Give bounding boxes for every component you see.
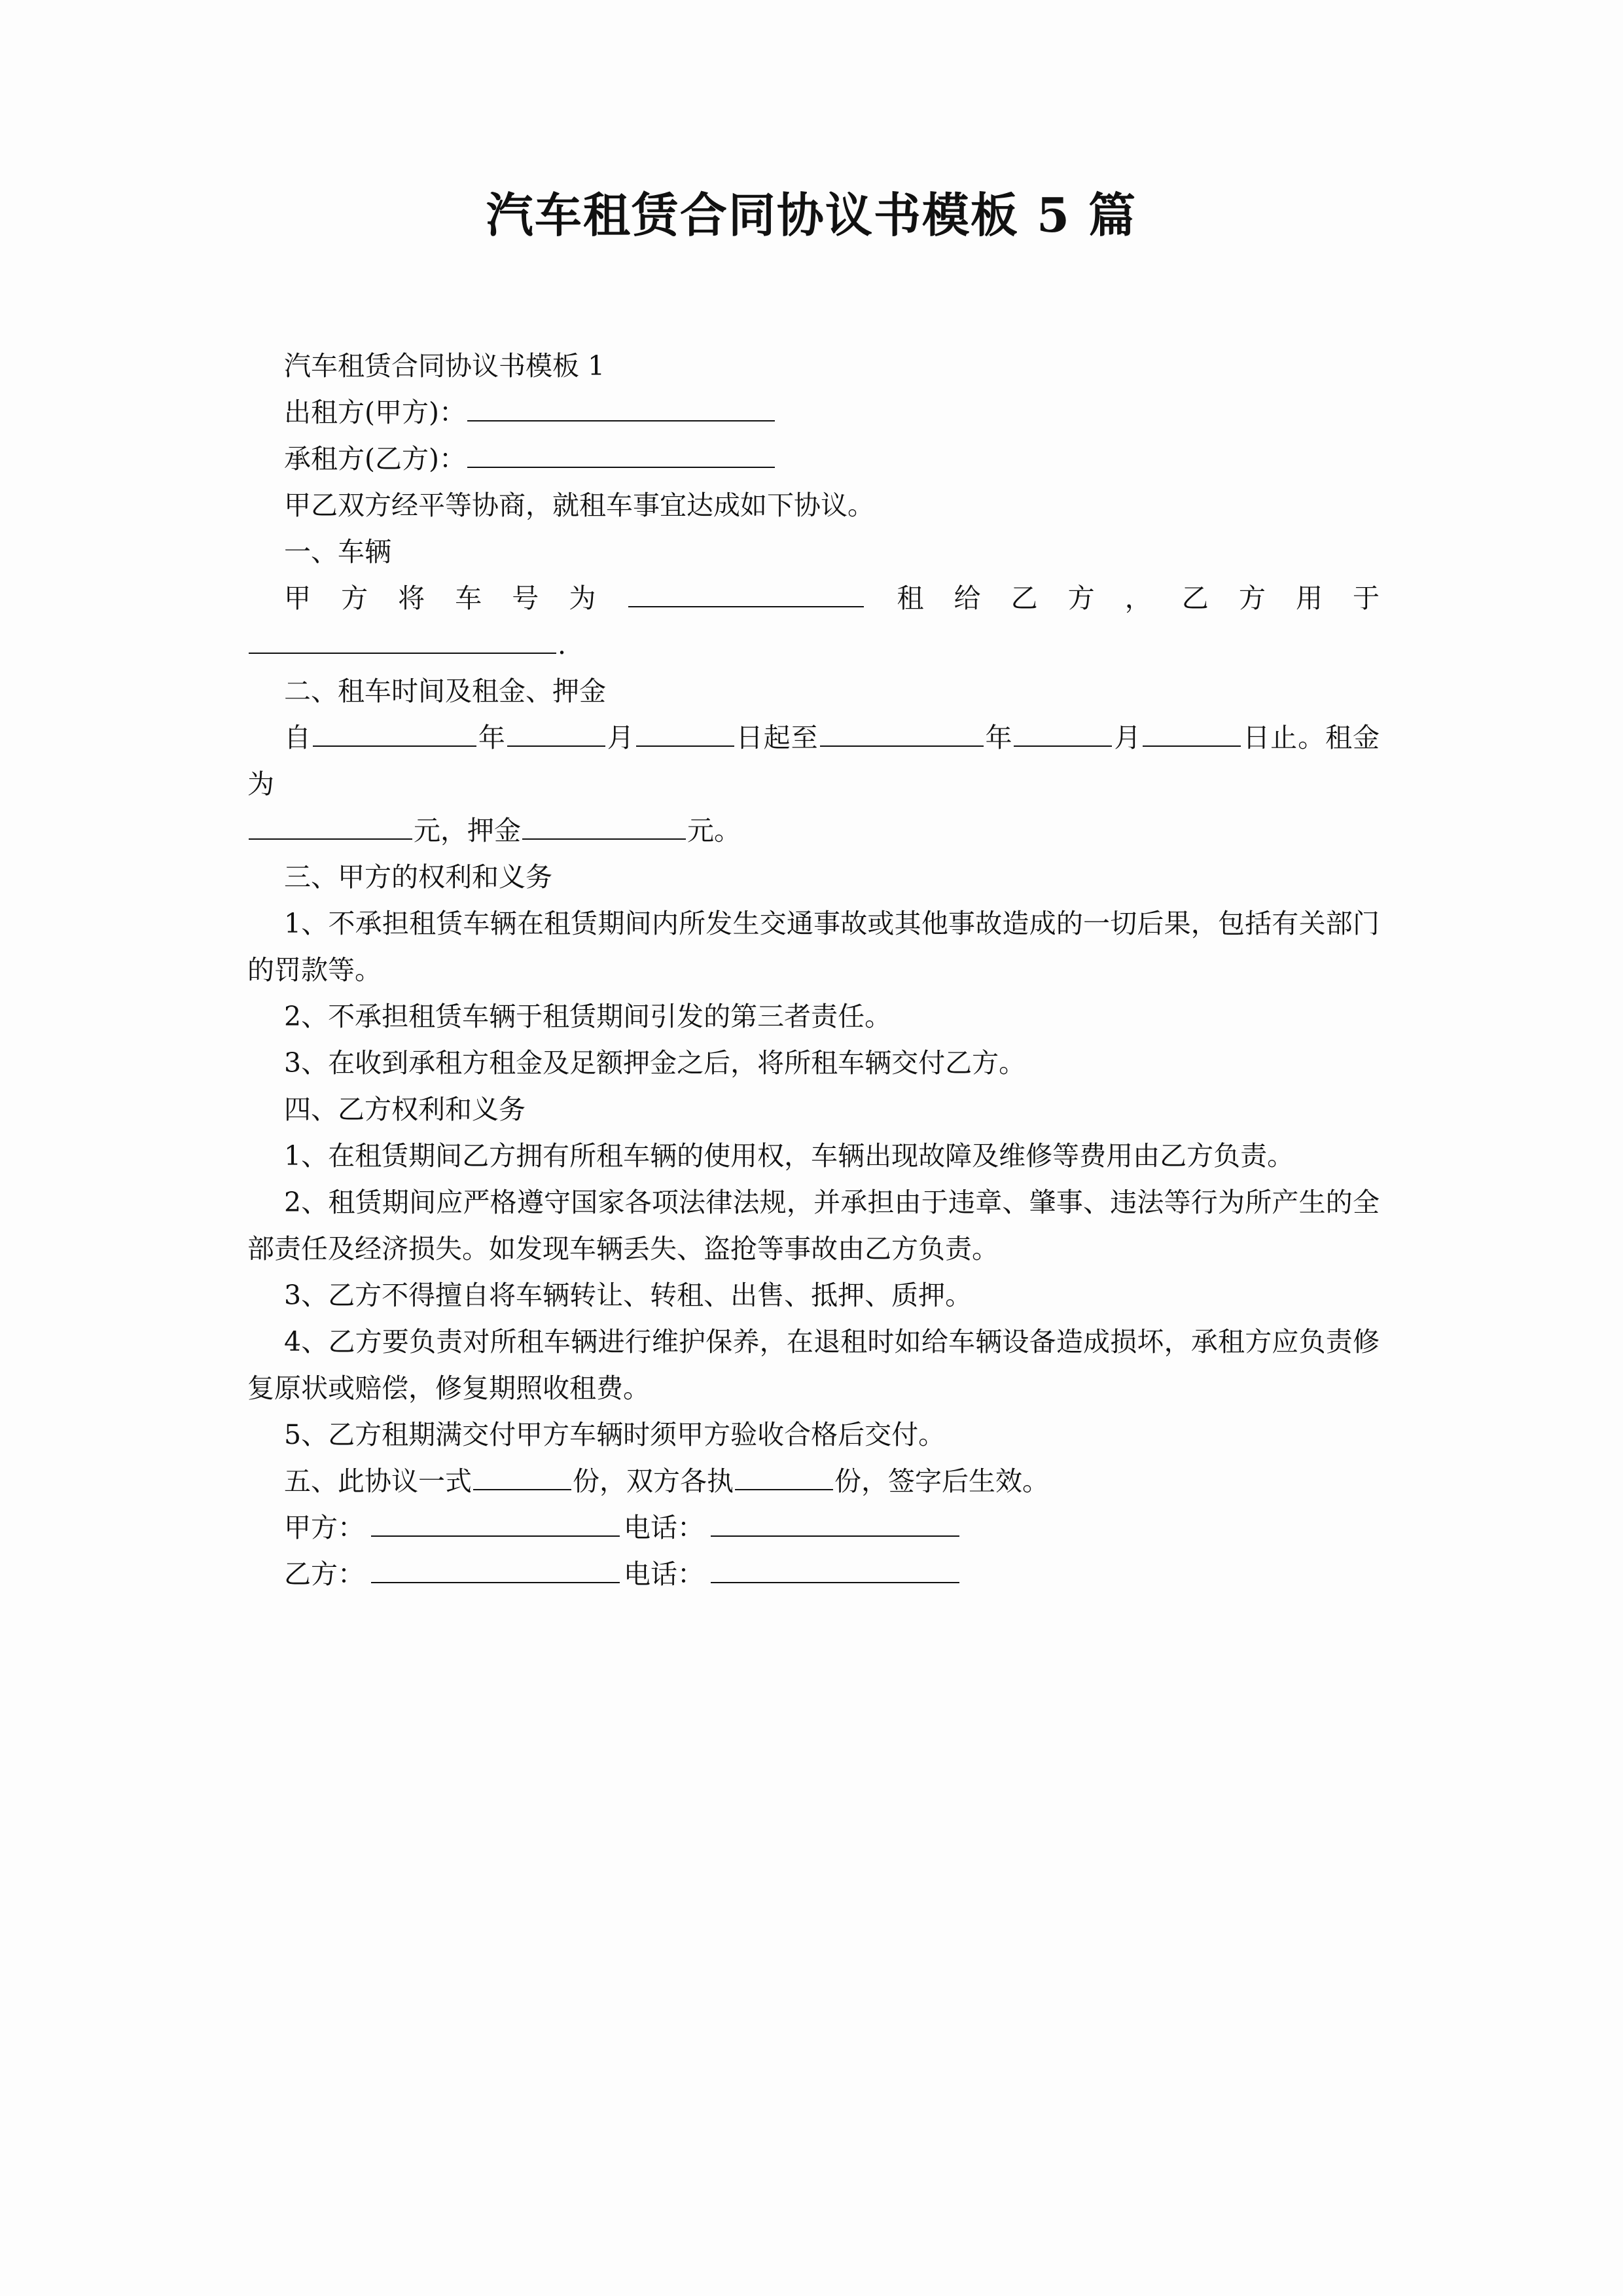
section-4-item-5 <box>247 1412 1380 1458</box>
section-1-vehicle-line <box>247 575 1380 622</box>
section-4-item-3 <box>247 1272 1380 1319</box>
deposit-unit: 元。 <box>687 815 741 846</box>
section-3-item-1-text: 1、不承担租赁车辆在租赁期间内所发生交通事故或其他事故造成的一切后果，包括有关部门的罚款等。 <box>247 908 1380 986</box>
section-4-item-1 <box>247 1133 1380 1179</box>
copies-suffix-text: 份，签字后生效。 <box>834 1465 1049 1497</box>
start-month-blank-field[interactable] <box>507 721 605 747</box>
lessee-label: 承租方(乙方)： <box>284 443 466 475</box>
section-3-item-3 <box>247 1040 1380 1086</box>
section-3-heading <box>247 854 1380 901</box>
party-a-phone-label: 电话： <box>624 1512 704 1543</box>
party-b-signature-blank-field[interactable] <box>371 1557 620 1583</box>
start-year-blank-field[interactable] <box>313 721 476 747</box>
deposit-amount-blank-field[interactable] <box>522 814 686 840</box>
section-1-vehicle-line-wrap <box>247 622 1380 668</box>
section-3-item-2 <box>247 994 1380 1040</box>
section-4-item-2 <box>247 1179 1380 1272</box>
start-day-blank-field[interactable] <box>636 721 734 747</box>
end-month-blank-field[interactable] <box>1014 721 1112 747</box>
lessor-line <box>247 389 1380 436</box>
end-day-blank-field[interactable] <box>1143 721 1241 747</box>
section-2-heading <box>247 668 1380 715</box>
lessor-blank-field[interactable] <box>467 395 775 422</box>
lessee-blank-field[interactable] <box>467 442 775 468</box>
end-month-unit: 月 <box>1113 722 1142 753</box>
rent-amount-label: 日止。租金为 <box>247 722 1380 800</box>
section-4-item-2-text: 2、租赁期间应严格遵守国家各项法律法规，并承担由于违章、肇事、违法等行为所产生的全部责任及经济损失。如发现车辆丢失、盗抢等事故由乙方负责。 <box>247 1187 1380 1265</box>
start-year-unit: 年 <box>477 722 506 753</box>
subtitle-line <box>247 343 1380 389</box>
section-2-period-line <box>247 715 1380 808</box>
section-3-heading-text: 三、甲方的权利和义务 <box>284 861 552 893</box>
section-3-item-1 <box>247 901 1380 994</box>
each-party-copies-blank-field[interactable] <box>735 1464 833 1490</box>
section-4-heading <box>247 1086 1380 1133</box>
page-title: 汽车租赁合同协议书模板 5 篇 <box>486 187 1137 243</box>
lessor-label: 出租方(甲方)： <box>284 397 466 428</box>
period-from-label: 自 <box>284 722 312 753</box>
section-4-item-1-text: 1、在租赁期间乙方拥有所租车辆的使用权，车辆出现故障及维修等费用由乙方负责。 <box>284 1140 1294 1172</box>
end-year-unit: 年 <box>984 722 1013 753</box>
section-4-item-3-text: 3、乙方不得擅自将车辆转让、转租、出售、抵押、质押。 <box>284 1280 972 1311</box>
section-2-amount-line <box>247 808 1380 854</box>
subtitle-text: 汽车租赁合同协议书模板 1 <box>284 350 605 382</box>
document-body <box>247 343 1380 1598</box>
total-copies-blank-field[interactable] <box>473 1464 571 1490</box>
party-b-phone-label: 电话： <box>624 1558 704 1590</box>
section-2-heading-text: 二、租车时间及租金、押金 <box>284 675 606 707</box>
party-a-label: 甲方： <box>284 1512 365 1543</box>
party-a-phone-blank-field[interactable] <box>711 1511 959 1537</box>
vehicle-text-prefix: 甲方将车号为 <box>284 583 626 614</box>
party-b-label: 乙方： <box>284 1558 365 1590</box>
end-year-blank-field[interactable] <box>820 721 984 747</box>
vehicle-text-middle: 租给乙方，乙方用于 <box>866 583 1380 614</box>
section-1-heading <box>247 529 1380 575</box>
vehicle-text-suffix: . <box>558 629 567 660</box>
copies-middle-text: 份，双方各执 <box>573 1465 734 1497</box>
vehicle-use-blank-field[interactable] <box>249 628 556 654</box>
lessee-line <box>247 436 1380 482</box>
party-b-phone-blank-field[interactable] <box>711 1557 959 1583</box>
section-4-heading-text: 四、乙方权利和义务 <box>284 1094 526 1125</box>
copies-prefix-text: 五、此协议一式 <box>284 1465 472 1497</box>
section-4-item-4 <box>247 1319 1380 1412</box>
section-4-item-5-text: 5、乙方租期满交付甲方车辆时须甲方验收合格后交付。 <box>284 1419 946 1450</box>
preamble-paragraph <box>247 482 1380 529</box>
section-4-item-4-text: 4、乙方要负责对所租车辆进行维护保养，在退租时如给车辆设备造成损坏，承租方应负责修复原状或赔偿，修复期照收租费。 <box>247 1326 1380 1404</box>
vehicle-number-blank-field[interactable] <box>628 581 864 607</box>
signature-row-party-b <box>247 1551 1380 1598</box>
rent-amount-blank-field[interactable] <box>249 814 412 840</box>
preamble-text: 甲乙双方经平等协商，就租车事宜达成如下协议。 <box>284 490 874 521</box>
section-1-heading-text: 一、车辆 <box>284 536 391 567</box>
section-3-item-3-text: 3、在收到承租方租金及足额押金之后，将所租车辆交付乙方。 <box>284 1047 1026 1079</box>
period-to-label: 日起至 <box>735 722 819 753</box>
start-month-unit: 月 <box>606 722 635 753</box>
rent-unit-and-deposit-label: 元，押金 <box>414 815 521 846</box>
section-5-copies-line <box>247 1458 1380 1505</box>
party-a-signature-blank-field[interactable] <box>371 1511 620 1537</box>
section-3-item-2-text: 2、不承担租赁车辆于租赁期间引发的第三者责任。 <box>284 1001 892 1032</box>
signature-row-party-a <box>247 1505 1380 1551</box>
